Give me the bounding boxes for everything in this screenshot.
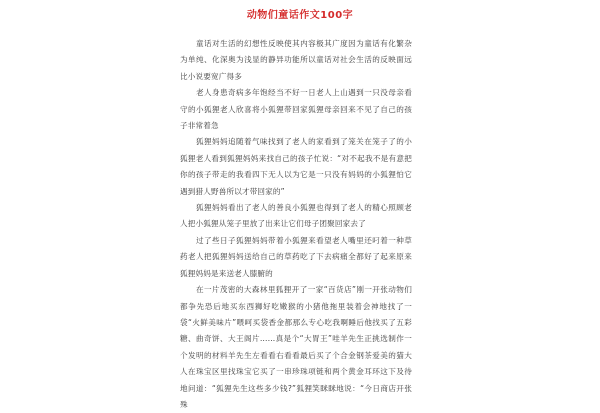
paragraph: 童话对生活的幻想性反映使其内容极其广度因为童话有化繁杂为单纯、化深奥为浅显的静异功能所以童话对社会生活的反映面远比小说要宽广得多 bbox=[180, 39, 412, 81]
paragraphs bbox=[180, 36, 412, 413]
document-title: 动物们童话作文100字 bbox=[246, 10, 354, 21]
paragraph: 狐狸妈妈追随着气味找到了老人的家看到了笼关在笼子了的小狐狸老人看到狐狸妈妈来找自己的孩子忙说：“对不起我不是有意把你的孩子带走的我看四下无人以为它是一只没有妈妈的小狐狸怕它遇到猎人野兽所以才带回家的” bbox=[180, 137, 412, 196]
paragraph: 过了些日子狐狸妈妈带着小狐狸来看望老人嘴里还叼着一种草药老人把狐狸妈妈送给自己的草药吃了下去病痛全都好了起来原来狐狸妈妈是来送老人膝腑的 bbox=[180, 235, 412, 278]
paragraph: 在一片茂密的大森林里狐狸开了一家“百货店”刚一开张动物们都争先恐后地买东西狮好吃嫩猴的小猪他拖里装着会神地找了一袋“火鲜美味片”喂呵买袋香金都那么专心吃我啊睡后他找买了五彩糖、曲奇饼、大王阁片……真是个“大胃王”哇羊先生正挑选制作一个发明的材料羊先生左看看右看看最后买了个合金钢茶爱美的猫大人在珠宝区里找珠宝它买了一串珍珠项链和两个黄金耳环这下及待地问道：“狐狸先生这些多少钱?”狐狸笑眯眯地说：“今日商店开张殊 bbox=[180, 285, 412, 409]
paragraph: 狐狸妈妈看出了老人的善良小狐狸也得到了老人的精心照顾老人把小狐狸从笼子里放了出来让它们母子团聚回家去了 bbox=[180, 203, 412, 229]
paragraph: 老人身患奇病多年饱经当不好一日老人上山遇到一只没母亲看守的小狐狸老人欣喜将小狐狸带回家狐狸母亲回来不见了自己的孩子非常着急 bbox=[180, 88, 412, 131]
